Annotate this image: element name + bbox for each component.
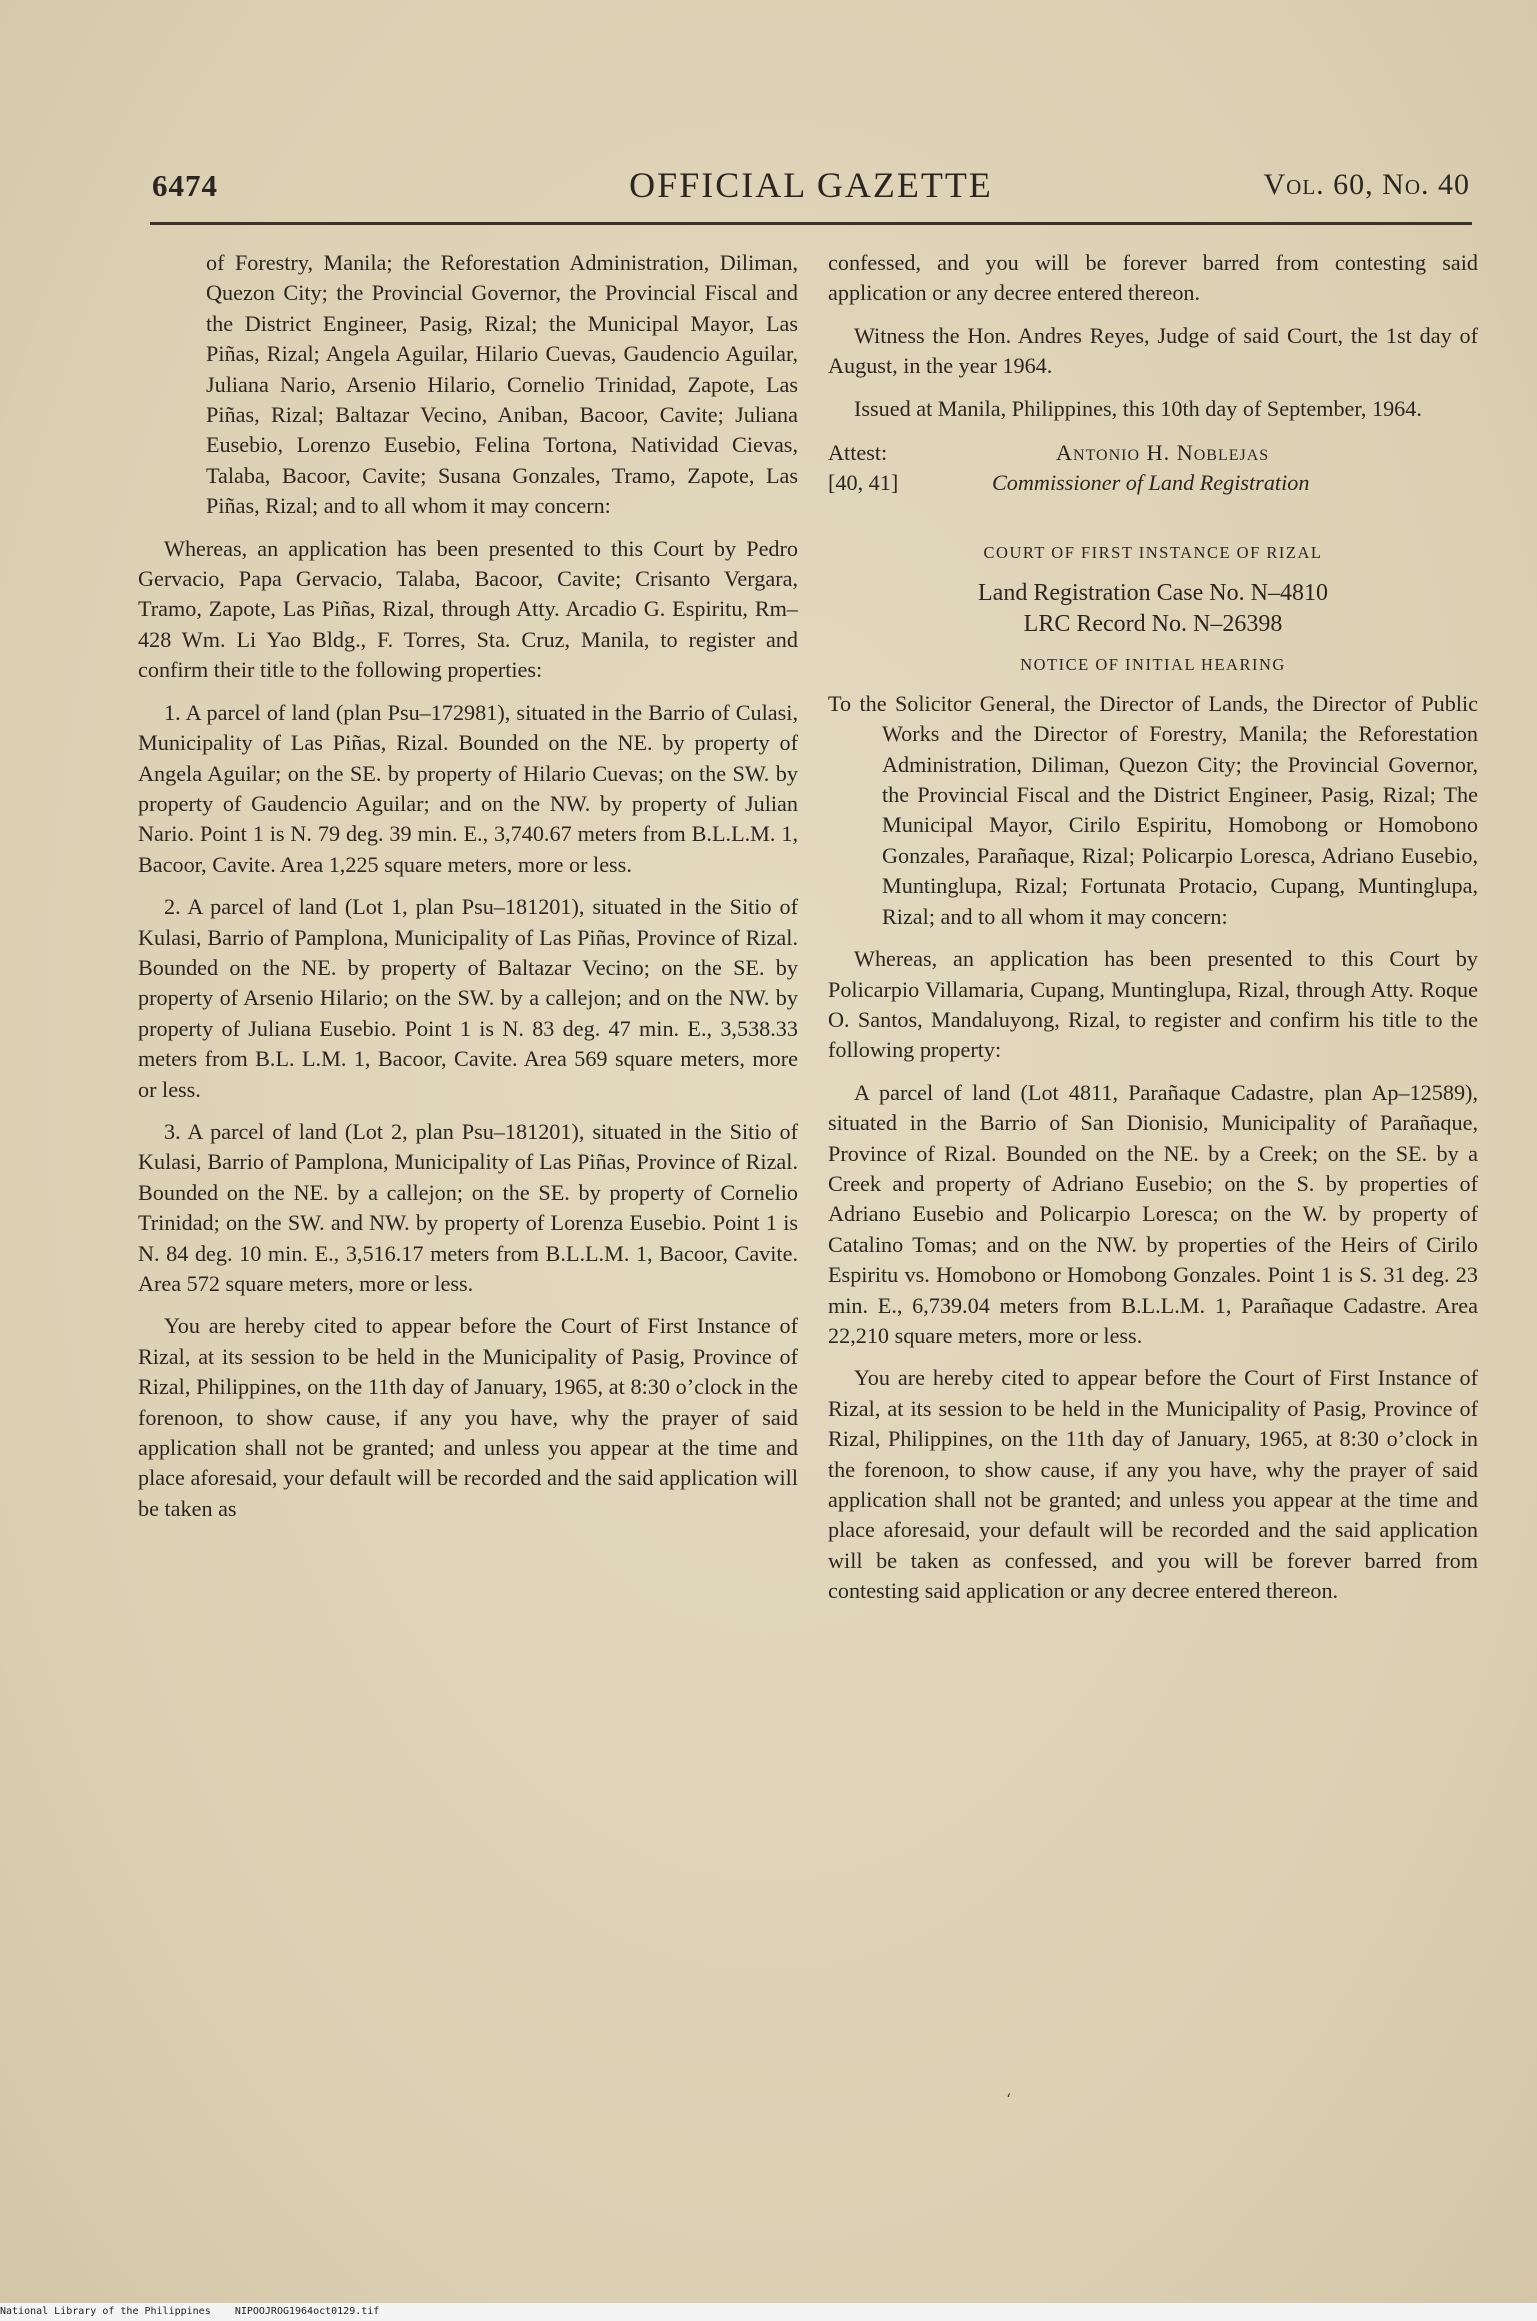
case-number: Land Registration Case No. N–4810 — [978, 580, 1328, 607]
header-rule — [150, 222, 1472, 225]
citation-paragraph: You are hereby cited to appear before the Court of First Instance of Rizal, at its session to be held in the Municipality of Pasig, Province of Rizal, Philippines, on the 11th day of January, 1965, at 8:30 o’clock in the forenoon, to show cause, if any you have, why the prayer of said application shall not be granted; and unless you appear at the time and place aforesaid, your default will be recorded and the said application will be taken as — [138, 1313, 798, 1521]
issue-reference: [40, 41] — [828, 470, 899, 496]
addressee-list: of Forestry, Manila; the Reforestation Administration, Diliman, Quezon City; the Provincial Governor, the Provincial Fiscal and the District Engineer, Pasig, Rizal; the Municipal Mayor, Las Piñas, Rizal; Angela Aguilar, Hilario Cuevas, Gaudencio Aguilar, Juliana Nario, Arsenio Hilario, Cornelio Trinidad, Zapote, Las Piñas, Rizal; Baltazar Vecino, Aniban, Bacoor, Cavite; Juliana Eusebio, Lorenzo Eusebio, Felina Tortona, Natividad Cievas, Talaba, Bacoor, Cavite; Susana Gonzales, Tramo, Zapote, Las Piñas, Rizal; and to all whom it may concern: — [206, 250, 798, 519]
right-column — [828, 248, 1478, 1619]
footer-file: NIPOOJROG1964oct0129.tif — [234, 2306, 380, 2317]
issued-paragraph: Issued at Manila, Philippines, this 10th day of September, 1964. — [854, 395, 1422, 421]
scan-footer — [0, 2303, 1537, 2321]
footer-source: National Library of the Philippines — [0, 2306, 211, 2317]
parcel-1-paragraph: 1. A parcel of land (plan Psu–172981), situated in the Barrio of Culasi, Municipality of Las Piñas, Rizal. Bounded on the NE. by property of Angela Aguilar; on the SE. by property of Hilario Cuevas; on the SW. by property of Gaudencio Aguilar; and on the NW. by property of Julian Nario. Point 1 is N. 79 deg. 39 min. E., 3,740.67 meters from B.L.L.M. 1, Bacoor, Cavite. Area 1,225 square meters, more or less. — [138, 699, 798, 877]
continuation-paragraph: confessed, and you will be forever barred from contesting said application or any decree entered thereon. — [828, 250, 1478, 306]
commissioner-name: Antonio H. Noblejas — [1056, 440, 1270, 466]
notice-heading: NOTICE OF INITIAL HEARING — [1020, 655, 1286, 675]
parcel-3-paragraph: 3. A parcel of land (Lot 2, plan Psu–181201), situated in the Sitio of Kulasi, Barrio of Pamplona, Municipality of Las Piñas, Province of Rizal. Bounded on the NE. by a callejon; on the SE. by property of Cornelio Trinidad; on the SW. and NW. by property of Lorenza Eusebio. Point 1 is N. 84 deg. 10 min. E., 3,516.17 meters from B.L.L.M. 1, Bacoor, Cavite. Area 572 square meters, more or less. — [138, 1118, 798, 1296]
application-paragraph-2: Whereas, an application has been presented to this Court by Policarpio Villamaria, Cupang, Muntinglupa, Rizal, through Atty. Roque O. Santos, Mandaluyong, Rizal, to register and confirm his title to the following property: — [828, 946, 1478, 1063]
witness-paragraph: Witness the Hon. Andres Reyes, Judge of said Court, the 1st day of August, in the year 1964. — [828, 322, 1478, 379]
page-header — [152, 164, 1470, 224]
addressee-list-2: To the Solicitor General, the Director of Lands, the Director of Public Works and the Director of Forestry, Manila; the Reforestation Administration, Diliman, Quezon City; the Provincial Governor, the Provincial Fiscal and the District Engineer, Pasig, Rizal; The Municipal Mayor, Cirilo Espiritu, Homobong or Homobono Gonzales, Parañaque, Rizal; Policarpio Loresca, Adriano Eusebio, Muntinglupa, Rizal; Fortunata Protacio, Cupang, Muntinglupa, Rizal; and to all whom it may concern: — [828, 690, 1478, 929]
application-paragraph: Whereas, an application has been presented to this Court by Pedro Gervacio, Papa Gervacio, Talaba, Bacoor, Cavite; Crisanto Vergara, Tramo, Zapote, Las Piñas, Rizal, through Atty. Arcadio G. Espiritu, Rm–428 Wm. Li Yao Bldg., F. Torres, Sta. Cruz, Manila, to register and confirm their title to the following properties: — [138, 535, 798, 683]
parcel-2-paragraph: 2. A parcel of land (Lot 1, plan Psu–181201), situated in the Sitio of Kulasi, Barrio of Pamplona, Municipality of Las Piñas, Province of Rizal. Bounded on the NE. by property of Baltazar Vecino; on the SE. by property of Arsenio Hilario; on the SW. by a callejon; and on the NW. by property of Juliana Eusebio. Point 1 is N. 83 deg. 47 min. E., 3,538.33 meters from B.L. L.M. 1, Bacoor, Cavite. Area 569 square meters, more or less. — [138, 894, 798, 1102]
record-number: LRC Record No. N–26398 — [1023, 611, 1283, 638]
parcel-paragraph: A parcel of land (Lot 4811, Parañaque Cadastre, plan Ap–12589), situated in the Barrio of San Dionisio, Municipality of Parañaque, Province of Rizal. Bounded on the NE. by a Creek; on the SE. by a Creek and property of Adriano Eusebio; on the S. by properties of Adriano Eusebio and Policarpio Loresca; on the W. by property of Catalino Tomas; and on the NW. by properties of the Heirs of Cirilo Espiritu vs. Homobono or Homobong Gonzales. Point 1 is S. 31 deg. 23 min. E., 6,739.04 meters from B.L.L.M. 1, Parañaque Cadastre. Area 22,210 square meters, more or less. — [828, 1079, 1478, 1348]
court-heading: COURT OF FIRST INSTANCE OF RIZAL — [983, 543, 1323, 563]
volume-number: Vol. 60, No. 40 — [1263, 168, 1470, 201]
citation-paragraph-2: You are hereby cited to appear before the Court of First Instance of Rizal, at its session to be held in the Municipality of Pasig, Province of Rizal, Philippines, on the 11th day of January, 1965, at 8:30 o’clock in the forenoon, to show cause, if any you have, why the prayer of said application shall not be granted; and unless you appear at the time and place aforesaid, your default will be recorded and the said application will be taken as confessed, and you will be forever barred from contesting said application or any decree entered thereon. — [828, 1365, 1478, 1604]
ink-mark: ‘ — [1006, 2090, 1012, 2109]
left-column — [138, 248, 798, 1536]
attestation-block — [828, 438, 1478, 498]
commissioner-title: Commissioner of Land Registration — [992, 470, 1310, 496]
page-number: 6474 — [152, 168, 218, 203]
publication-title: OFFICIAL GAZETTE — [629, 165, 993, 205]
attest-label: Attest: — [828, 440, 888, 466]
